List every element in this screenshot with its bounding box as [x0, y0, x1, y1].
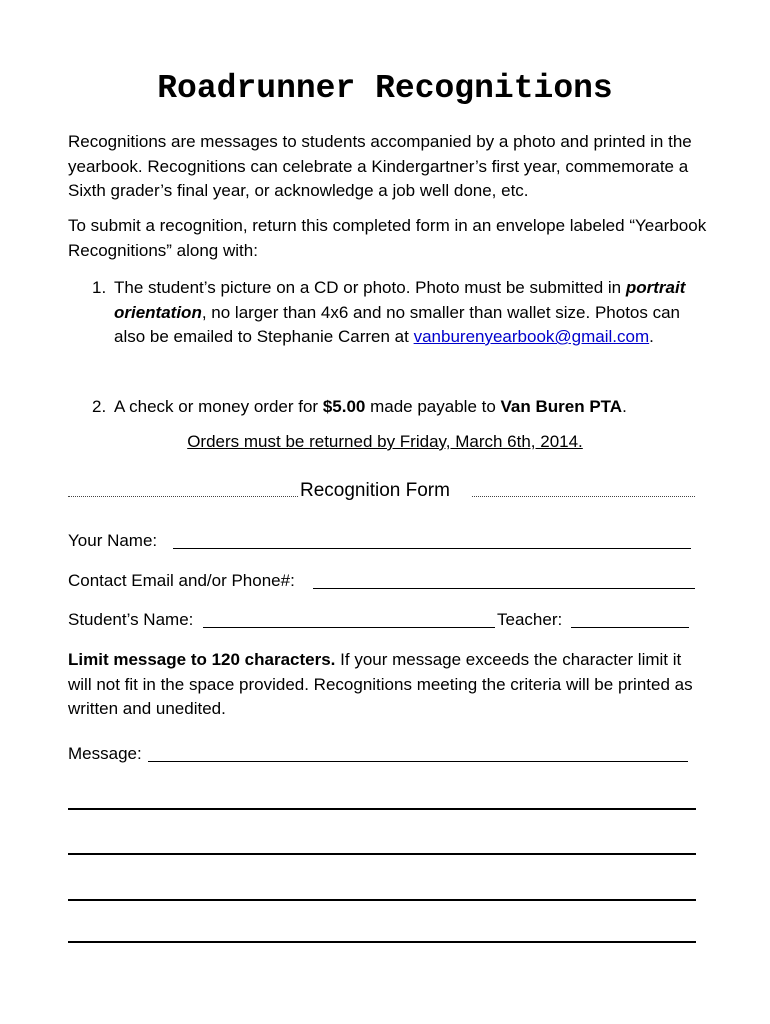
limit-notice: [68, 648, 708, 722]
payment-amount: $5.00: [322, 397, 366, 416]
item-end: .: [622, 397, 627, 416]
limit-notice-text: If your message exceeds the character limit it will not fit in the space provided. Recognitions meeting the criteria will be printed as written and unedited.: [68, 650, 693, 718]
limit-notice-bold: Limit message to 120 characters.: [68, 650, 336, 669]
item-text: [114, 276, 704, 350]
item-text-b: made payable to: [365, 397, 501, 416]
message-line-2[interactable]: [68, 853, 696, 855]
student-name-label: Student’s Name:: [68, 610, 194, 629]
message-label: Message:: [68, 744, 142, 763]
submit-instructions: To submit a recognition, return this completed form in an envelope labeled “Yearbook Recognitions” along with:: [68, 216, 707, 260]
item-text-a: The student’s picture on a CD or photo. Photo must be submitted in: [114, 278, 622, 297]
teacher-field[interactable]: [571, 627, 689, 628]
your-name-field[interactable]: [173, 548, 691, 549]
heading-divider-right: [472, 496, 695, 497]
item-end: .: [649, 327, 654, 346]
teacher-label: Teacher:: [497, 610, 563, 629]
intro-paragraph: Recognitions are messages to students accompanied by a photo and printed in the yearbook. Recognitions can celebrate a Kindergartner’s first year, commemorate a Sixth grader’s final year, or acknowledge a job well done, etc.: [68, 132, 692, 200]
portrait-orientation-emphasis: portrait orientation: [114, 278, 686, 322]
message-field[interactable]: [148, 761, 688, 762]
item-text-a: A check or money order for: [114, 397, 323, 416]
item-text-b: , no larger than 4x6 and no smaller than wallet size. Photos can also be emailed to Stephanie Carren at: [114, 302, 681, 346]
deadline-notice: Orders must be returned by Friday, March 6th, 2014.: [187, 432, 583, 451]
email-link[interactable]: vanburenyearbook@gmail.com: [413, 327, 650, 346]
message-line-3[interactable]: [68, 899, 696, 901]
item-number: 1.: [92, 278, 107, 297]
contact-label: Contact Email and/or Phone#:: [68, 571, 295, 590]
your-name-label: Your Name:: [68, 531, 158, 550]
heading-divider-left: [68, 496, 298, 497]
item-number: 2.: [92, 397, 107, 416]
message-line-1[interactable]: [68, 808, 696, 810]
payee-name: Van Buren PTA: [500, 397, 623, 416]
form-heading: Recognition Form: [300, 480, 450, 501]
item-text: [114, 395, 704, 420]
student-name-field[interactable]: [203, 627, 495, 628]
form-heading-row: [68, 480, 695, 506]
message-line-4[interactable]: [68, 941, 696, 943]
contact-field[interactable]: [313, 588, 695, 589]
page-title: Roadrunner Recognitions: [157, 70, 613, 107]
